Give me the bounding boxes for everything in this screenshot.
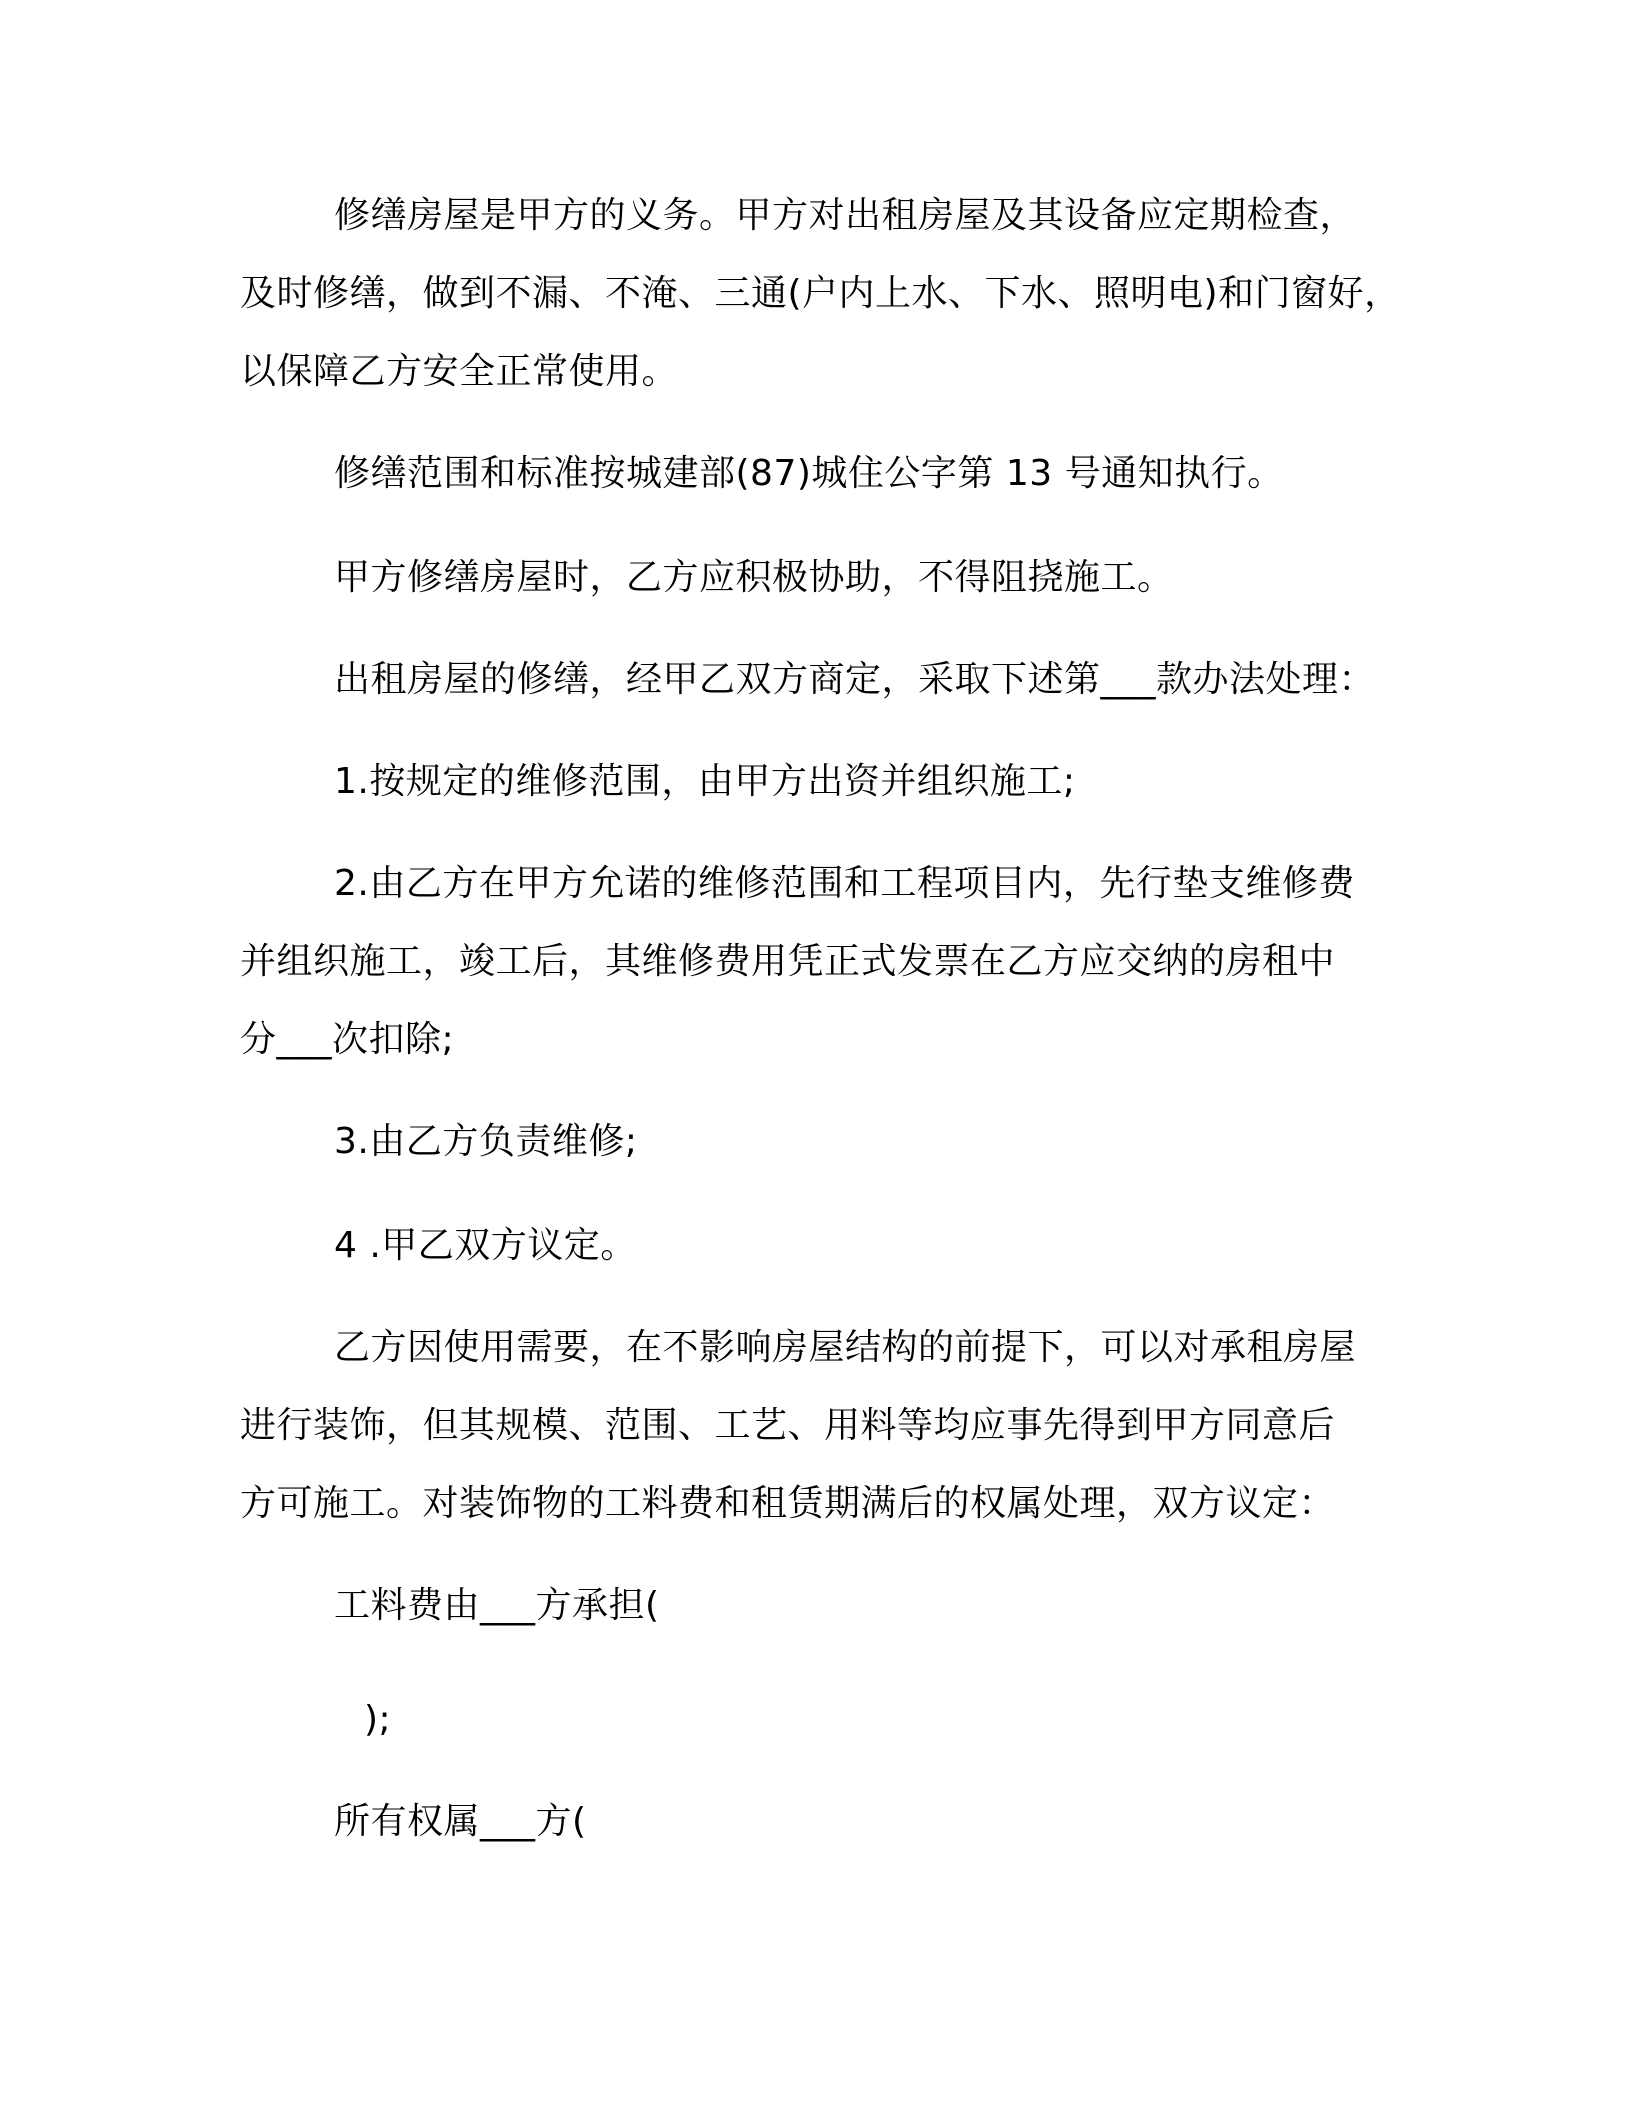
para2-line1: 修缮范围和标准按城建部(87)城住公字第 13 号通知执行。 <box>334 453 1284 494</box>
para1-line3: 以保障乙方安全正常使用。 <box>240 351 679 392</box>
para4-line1: 出租房屋的修缮，经甲乙双方商定，采取下述第___款办法处理： <box>334 659 1376 700</box>
para1-line2: 及时修缮，做到不漏、不淹、三通(户内上水、下水、照明电)和门窗好， <box>240 273 1401 314</box>
para1-line1: 修缮房屋是甲方的义务。甲方对出租房屋及其设备应定期检查， <box>334 195 1357 236</box>
para5-line3: 方可施工。对装饰物的工料费和租赁期满后的权属处理，双方议定： <box>240 1483 1336 1524</box>
cost-clause-line2: ); <box>364 1699 392 1740</box>
item3-line1: 3.由乙方负责维修; <box>334 1121 638 1162</box>
item2-line3: 分___次扣除; <box>240 1019 455 1060</box>
item1-line1: 1.按规定的维修范围，由甲方出资并组织施工; <box>334 761 1076 802</box>
item4-line1: 4 .甲乙双方议定。 <box>334 1225 637 1266</box>
para5-line1: 乙方因使用需要，在不影响房屋结构的前提下，可以对承租房屋 <box>334 1327 1357 1368</box>
para5-line2: 进行装饰，但其规模、范围、工艺、用料等均应事先得到甲方同意后 <box>240 1405 1336 1446</box>
ownership-clause-line1: 所有权属___方( <box>334 1801 587 1842</box>
cost-clause-line1: 工料费由___方承担( <box>334 1585 660 1626</box>
para3-line1: 甲方修缮房屋时，乙方应积极协助，不得阻挠施工。 <box>334 557 1174 598</box>
item2-line1: 2.由乙方在甲方允诺的维修范围和工程项目内，先行垫支维修费 <box>334 863 1355 904</box>
item2-line2: 并组织施工，竣工后，其维修费用凭正式发票在乙方应交纳的房租中 <box>240 941 1336 982</box>
